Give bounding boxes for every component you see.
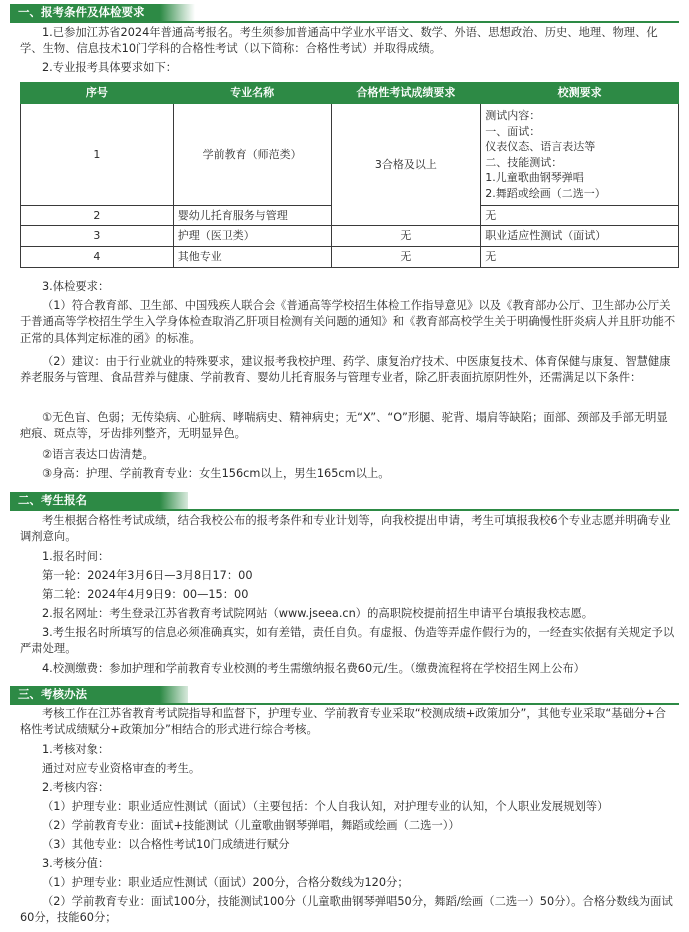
paragraph-health-condition-1: ①无色盲、色弱；无传染病、心脏病、哮喘病史、精神病史；无“X”、“O”形腿、驼背、塌肩等缺陷；面部、颈部及手部无明显疤痕、斑点等，牙齿排列整齐，无明显异色。 [20, 411, 668, 441]
section-heading-requirements: 一、报考条件及体检要求 [10, 4, 208, 21]
list-item: 仪表仪态、语言表达等 [485, 140, 596, 153]
table-cell-test: 无 [481, 206, 679, 226]
paragraph-assessment-preschool: （2）学前教育专业：面试+技能测试（儿童歌曲钢琴弹唱，舞蹈或绘画（二选一）） [42, 819, 460, 832]
paragraph-health-suggestion: （2）建议：由于行业就业的特殊要求，建议报考我校护理、药学、康复治疗技术、中医康复技术、体育保健与康复、智慧健康养老服务与管理、食品营养与健康、学前教育、婴幼儿托育服务与管理专业者，除乙肝表面抗原阴性外，还需满足以下条件： [20, 355, 671, 385]
section-divider [10, 703, 679, 705]
table-cell-no: 1 [21, 104, 174, 206]
paragraph-assessment-other: （3）其他专业：以合格性考试10门成绩进行赋分 [42, 838, 290, 851]
table-row [21, 247, 679, 268]
paragraph-registration-round-2: 第二轮：2024年4月9日9：00—15：00 [42, 588, 249, 601]
table-header-row [21, 83, 679, 104]
paragraph-health-standard: （1）符合教育部、卫生部、中国残疾人联合会《普通高等学校招生体检工作指导意见》以及《教育部办公厅、卫生部办公厅关于普通高等学校招生学生入学身体检查取消乙肝项目检测有关问题的通知》和《教育部高校学生关于明确慢性肝炎病人并且肝功能不正常的具体判定标准的函》的标准。 [20, 299, 676, 345]
paragraph-health-heading: 3.体检要求： [42, 280, 110, 293]
table-cell-major: 其他专业 [173, 247, 331, 268]
table-cell-score: 3合格及以上 [331, 104, 481, 226]
table-header-major: 专业名称 [173, 83, 331, 104]
table-cell-test [481, 104, 679, 206]
section-divider [10, 509, 679, 511]
major-requirements-table [20, 82, 679, 268]
table-header-test: 校测要求 [481, 83, 679, 104]
list-item: 2.舞蹈或绘画（二选一） [485, 186, 606, 200]
table-header-score: 合格性考试成绩要求 [331, 83, 481, 104]
paragraph-assessment-intro: 考核工作在江苏省教育考试院指导和监督下，护理专业、学前教育专业采取“校测成绩+政策加分”，其他专业采取“基础分+合格性考试成绩赋分+政策加分”相结合的形式进行综合考核。 [20, 707, 666, 737]
paragraph-assessment-score-preschool: （2）学前教育专业：面试100分，技能测试100分（儿童歌曲钢琴弹唱50分，舞蹈/绘画（二选一）50分）。合格分数线为面试60分，技能60分； [20, 895, 673, 925]
paragraph-assessment-score-heading: 3.考核分值： [42, 857, 110, 870]
paragraph-health-condition-2: ②语言表达口齿清楚。 [42, 448, 154, 461]
section-divider [10, 21, 679, 23]
paragraph-assessment-content-heading: 2.考核内容： [42, 781, 110, 794]
paragraph-health-condition-3: ③身高：护理、学前教育专业：女生156cm以上，男生165cm以上。 [42, 467, 390, 480]
paragraph-registration-fee: 4.校测缴费：参加护理和学前教育专业校测的考生需缴纳报名费60元/生。（缴费流程将在学校招生网上公布） [42, 662, 585, 675]
test-content-list [485, 108, 674, 201]
list-item: 测试内容： [485, 109, 541, 122]
list-item: 二、技能测试： [485, 155, 563, 169]
section-heading-registration: 二、考生报名 [10, 492, 188, 509]
table-cell-no: 3 [21, 226, 174, 247]
table-row [21, 104, 679, 206]
paragraph-registration-requirement: 1.已参加江苏省2024年普通高考报名。考生须参加普通高中学业水平语文、数学、外语、思想政治、历史、地理、物理、化学、生物、信息技术10门学科的合格性考试（以下简称：合格性考试）并取得成绩。 [20, 26, 658, 56]
paragraph-assessment-target-heading: 1.考核对象： [42, 743, 110, 756]
table-row [21, 226, 679, 247]
paragraph-registration-intro: 考生根据合格性考试成绩，结合我校公布的报考条件和专业计划等，向我校提出申请，考生可填报我校6个专业志愿并明确专业调剂意向。 [20, 514, 671, 544]
table-cell-major: 护理（医卫类） [173, 226, 331, 247]
paragraph-registration-website: 2.报名网址：考生登录江苏省教育考试院网站（www.jseea.cn）的高职院校提前招生申请平台填报我校志愿。 [42, 607, 594, 620]
section-heading-assessment: 三、考核办法 [10, 686, 188, 703]
table-cell-no: 2 [21, 206, 174, 226]
paragraph-registration-round-1: 第一轮：2024年3月6日—3月8日17：00 [42, 569, 253, 582]
table-cell-score: 无 [331, 226, 481, 247]
table-cell-test: 职业适应性测试（面试） [481, 226, 679, 247]
table-cell-test: 无 [481, 247, 679, 268]
paragraph-registration-time-heading: 1.报名时间： [42, 550, 110, 563]
list-item: 一、面试： [485, 124, 541, 138]
table-cell-major: 婴幼儿托育服务与管理 [173, 206, 331, 226]
table-cell-no: 4 [21, 247, 174, 268]
paragraph-assessment-nursing: （1）护理专业：职业适应性测试（面试）（主要包括：个人自我认知，对护理专业的认知，个人职业发展规划等） [42, 800, 609, 813]
table-cell-score: 无 [331, 247, 481, 268]
table-header-no: 序号 [21, 83, 174, 104]
paragraph-registration-accuracy: 3.考生报名时所填写的信息必须准确真实，如有差错，责任自负。有虚报、伪造等弄虚作假行为的，一经查实依据有关规定予以严肃处理。 [20, 626, 675, 656]
paragraph-assessment-target: 通过对应专业资格审查的考生。 [42, 762, 201, 775]
list-item: 1.儿童歌曲钢琴弹唱 [485, 171, 584, 184]
table-cell-major: 学前教育（师范类） [173, 104, 331, 206]
paragraph-major-requirements-intro: 2.专业报考具体要求如下： [42, 61, 178, 74]
paragraph-assessment-score-nursing: （1）护理专业：职业适应性测试（面试）200分，合格分数线为120分； [42, 876, 409, 889]
